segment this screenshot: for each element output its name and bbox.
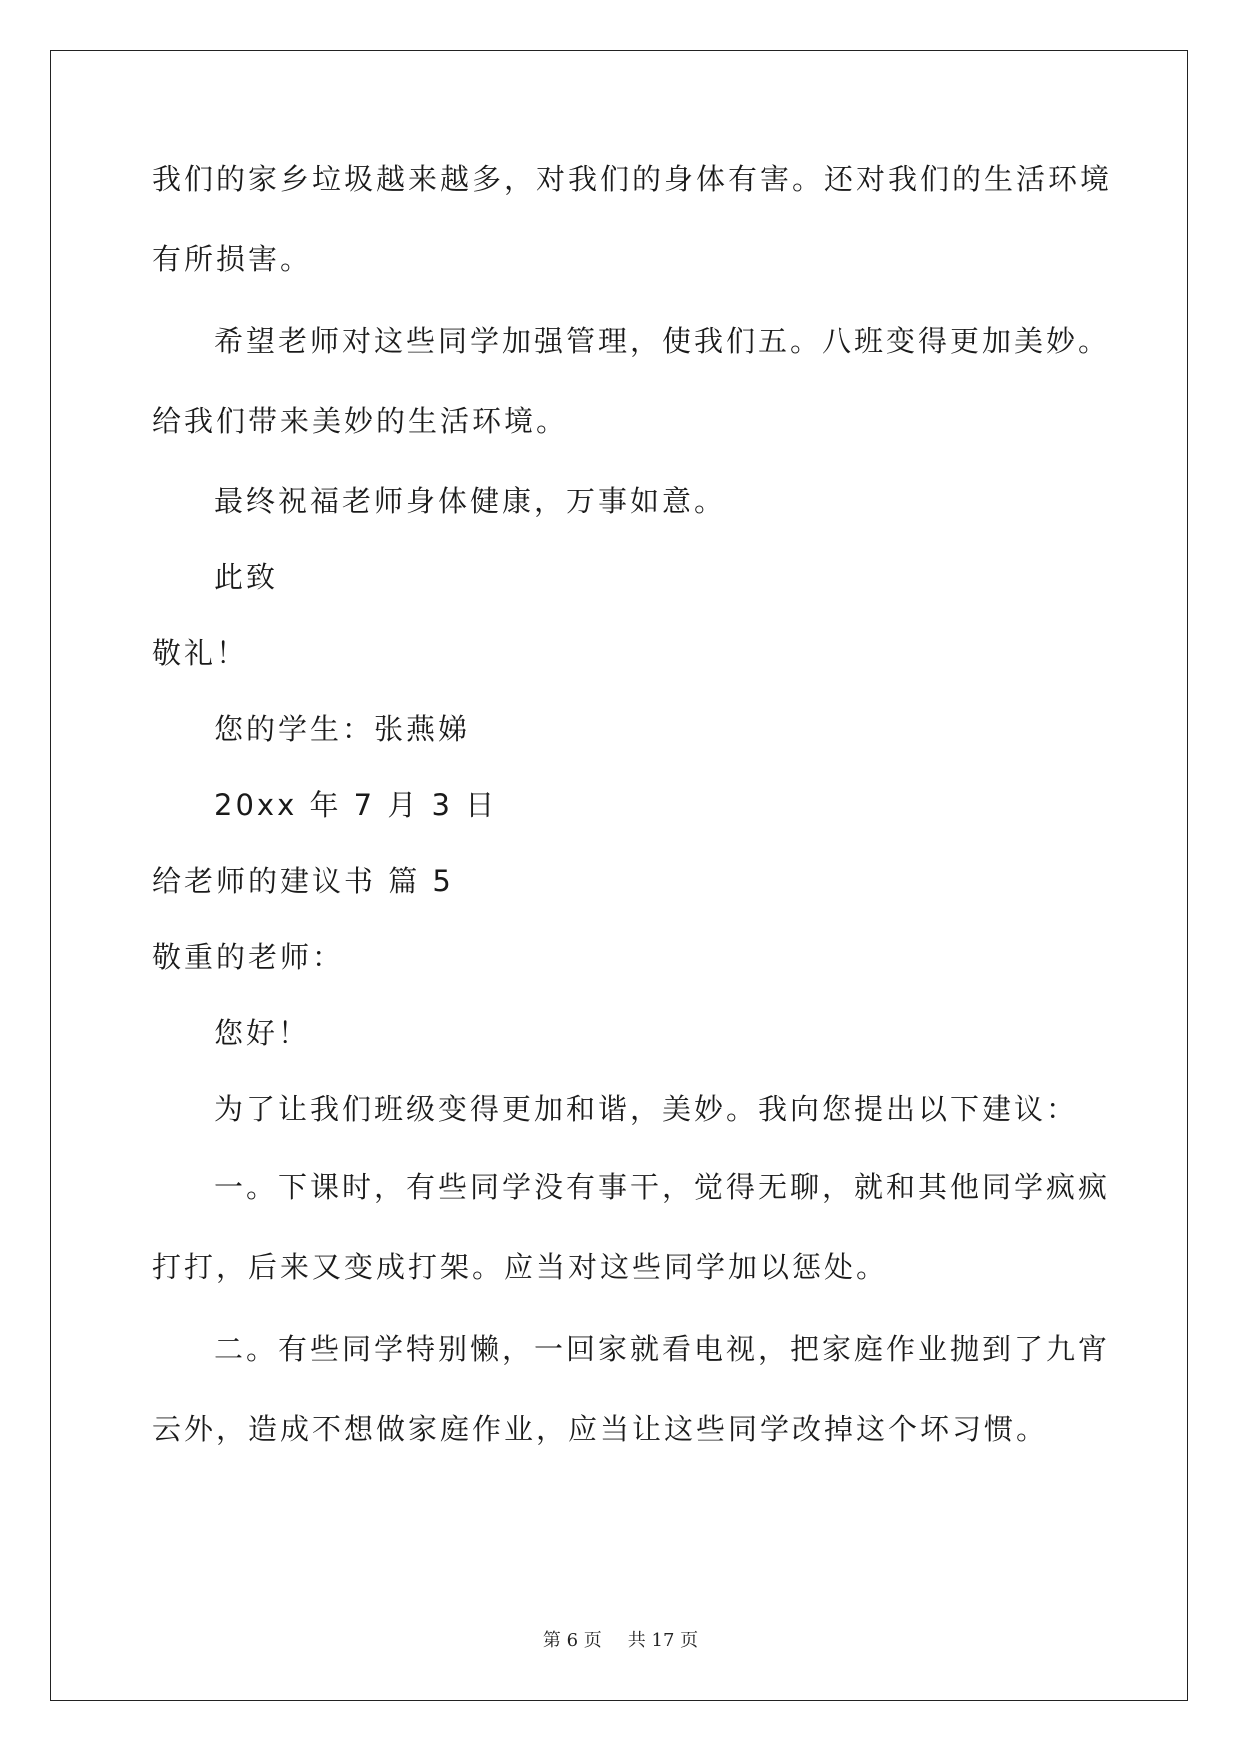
signature-line: 您的学生：张燕娣	[214, 712, 471, 746]
closing-salutation: 此致	[214, 560, 279, 594]
paragraph-line: 有所损害。	[152, 242, 313, 276]
date-line: 20xx 年 7 月 3 日	[214, 788, 498, 822]
paragraph-line: 一。下课时，有些同学没有事干，觉得无聊，就和其他同学疯疯	[214, 1170, 1111, 1204]
paragraph-line: 云外，造成不想做家庭作业，应当让这些同学改掉这个坏习惯。	[152, 1412, 1049, 1446]
greeting-line: 您好！	[214, 1016, 311, 1050]
paragraph-line: 为了让我们班级变得更加和谐，美妙。我向您提出以下建议：	[214, 1092, 1079, 1126]
closing-regards: 敬礼！	[152, 636, 249, 670]
section-heading: 给老师的建议书 篇 5	[152, 864, 454, 898]
paragraph-line: 希望老师对这些同学加强管理，使我们五。八班变得更加美妙。	[214, 324, 1111, 358]
page-total: 共 17 页	[627, 1630, 699, 1651]
page-number: 第 6 页	[542, 1630, 602, 1651]
page-footer	[0, 1626, 1241, 1652]
paragraph-line: 最终祝福老师身体健康，万事如意。	[214, 484, 727, 518]
paragraph-line: 打打，后来又变成打架。应当对这些同学加以惩处。	[152, 1250, 889, 1284]
paragraph-line: 我们的家乡垃圾越来越多，对我们的身体有害。还对我们的生活环境	[152, 162, 1113, 196]
greeting-line: 敬重的老师：	[152, 940, 345, 974]
paragraph-line: 给我们带来美妙的生活环境。	[152, 404, 569, 438]
paragraph-line: 二。有些同学特别懒，一回家就看电视，把家庭作业抛到了九宵	[214, 1332, 1111, 1366]
